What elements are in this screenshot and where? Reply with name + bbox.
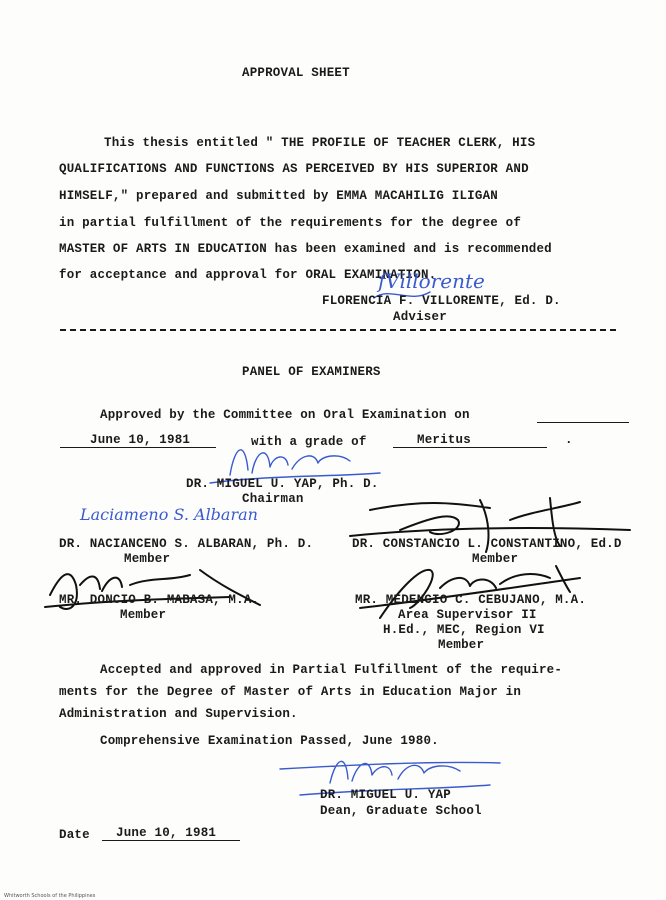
intro-line-4: in partial fulfillment of the requirements for the degree of — [59, 216, 522, 230]
acceptance-line-1: Accepted and approved in Partial Fulfillment of the require- — [100, 663, 563, 677]
comprehensive-exam: Comprehensive Examination Passed, June 1980. — [100, 734, 439, 748]
member-3-name: MR. DONCIO B. MABASA, M.A. — [59, 593, 260, 607]
member-1-signature-text: Laciameno S. Albaran — [80, 505, 258, 524]
acceptance-line-3: Administration and Supervision. — [59, 707, 298, 721]
adviser-signature-text: fVillorente — [378, 269, 485, 293]
archive-footer: Whitworth Schools of the Philippines — [4, 893, 96, 899]
intro-line-2: QUALIFICATIONS AND FUNCTIONS AS PERCEIVED BY HIS SUPERIOR AND — [59, 162, 529, 176]
adviser-name: FLORENCIA F. VILLORENTE, Ed. D. — [322, 294, 561, 308]
date-value: June 10, 1981 — [102, 826, 240, 841]
adviser-role: Adviser — [393, 310, 447, 324]
chairman-name: DR. MIGUEL U. YAP, Ph. D. — [186, 477, 379, 491]
member-4-role-line-3: Member — [438, 638, 485, 652]
member-1-role: Member — [124, 552, 171, 566]
member-3-role: Member — [120, 608, 167, 622]
acceptance-line-2: ments for the Degree of Master of Arts in Education Major in — [59, 685, 522, 699]
dean-role: Dean, Graduate School — [320, 804, 482, 818]
dean-name: DR. MIGUEL U. YAP — [320, 788, 451, 802]
grade-period: . — [565, 433, 573, 447]
panel-approved-blank — [537, 422, 629, 423]
member-4-role-line-1: Area Supervisor II — [398, 608, 537, 622]
member-2-name: DR. CONSTANCIO L. CONSTANTINO, Ed.D — [352, 537, 622, 551]
member-1-name: DR. NACIANCENO S. ALBARAN, Ph. D. — [59, 537, 314, 551]
member-1-signature — [76, 490, 306, 540]
chairman-role: Chairman — [242, 492, 304, 506]
section-divider — [60, 329, 616, 331]
intro-line-3: HIMSELF," prepared and submitted by EMMA MACAHILIG ILIGAN — [59, 189, 498, 203]
intro-line-5: MASTER OF ARTS IN EDUCATION has been examined and is recommended — [59, 242, 552, 256]
exam-grade: Meritus — [393, 433, 547, 448]
member-4-role-line-2: H.Ed., MEC, Region VI — [383, 623, 545, 637]
intro-line-1: This thesis entitled " THE PROFILE OF TEACHER CLERK, HIS — [104, 136, 536, 150]
intro-line-6: for acceptance and approval for ORAL EXAMINATION. — [59, 268, 437, 282]
panel-title: PANEL OF EXAMINERS — [242, 365, 381, 379]
panel-approved-line: Approved by the Committee on Oral Examination on — [100, 408, 470, 422]
member-4-name: MR. MEDENCIO C. CEBUJANO, M.A. — [355, 593, 587, 607]
with-grade-label: with a grade of — [251, 435, 367, 449]
date-label: Date — [59, 828, 90, 842]
adviser-signature — [370, 258, 540, 318]
member-2-role: Member — [472, 552, 519, 566]
page-title: APPROVAL SHEET — [242, 66, 350, 80]
exam-date: June 10, 1981 — [60, 433, 216, 448]
